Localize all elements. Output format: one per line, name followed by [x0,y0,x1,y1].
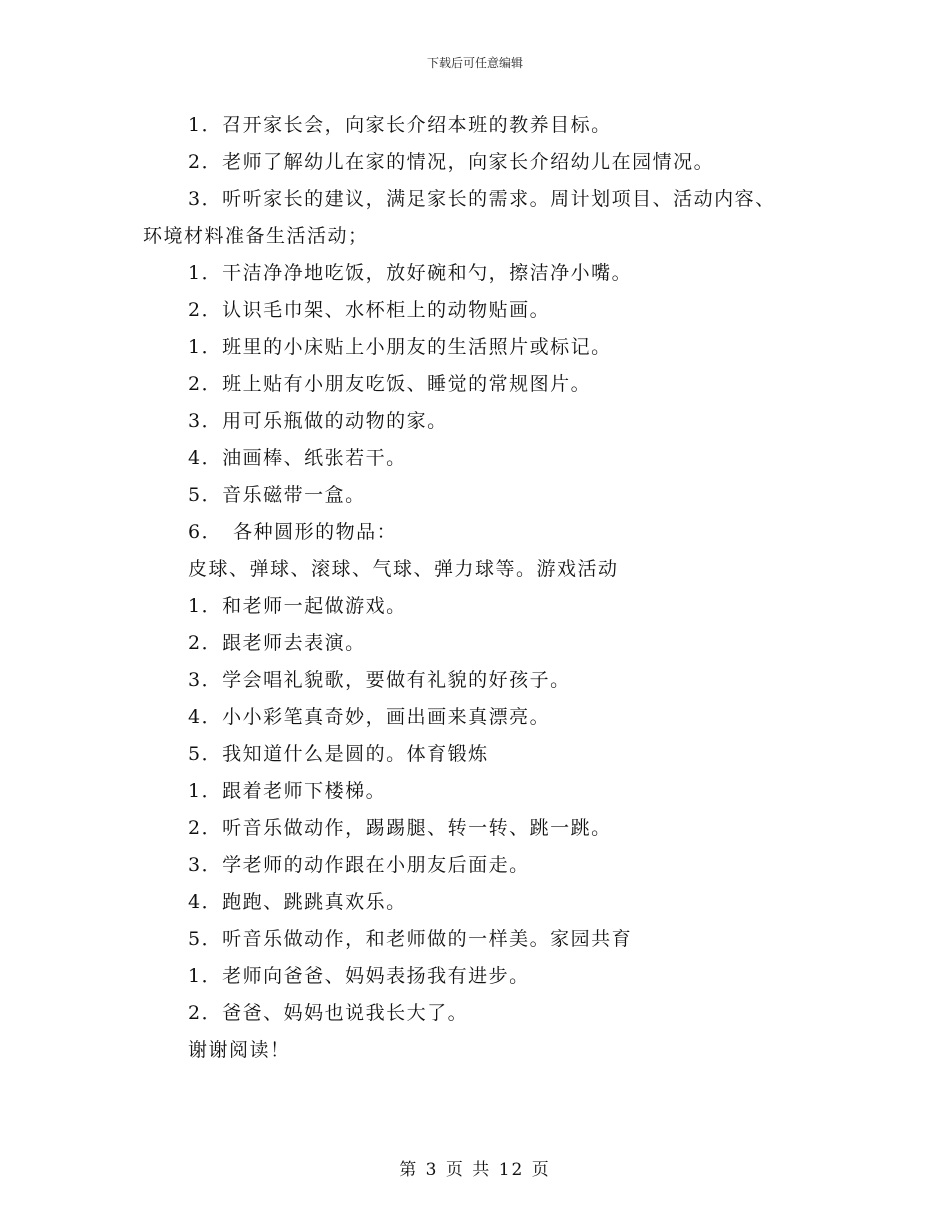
page-header: 下载后可任意编辑 [426,56,523,70]
page-number-footer: 第 3 页 共 12 页 [399,1160,551,1180]
text-line: 2．班上贴有小朋友吃饭、睡觉的常规图片。 [188,373,592,395]
text-line: 1．跟着老师下楼梯。 [188,780,387,802]
text-line: 1．干洁净净地吃饭，放好碗和勺，擦洁净小嘴。 [188,262,633,284]
text-line: 2．认识毛巾架、水杯柜上的动物贴画。 [188,299,551,321]
text-line: 2．听音乐做动作，踢踢腿、转一转、跳一跳。 [188,817,612,839]
text-line: 3．学老师的动作跟在小朋友后面走。 [188,854,530,876]
text-line: 5．音乐磁带一盒。 [188,484,366,506]
closing-text: 谢谢阅读！ [188,1039,291,1061]
text-line: 3．用可乐瓶做的动物的家。 [188,410,448,432]
text-line: 环境材料准备生活活动； [143,225,369,247]
text-line: 2．跟老师去表演。 [188,632,366,654]
text-line: 1．和老师一起做游戏。 [188,595,407,617]
document-body [143,107,813,1069]
text-line: 3．听听家长的建议，满足家长的需求。周计划项目、活动内容、 [188,188,776,210]
text-line: 1．班里的小床贴上小朋友的生活照片或标记。 [188,336,612,358]
text-line: 皮球、弹球、滚球、气球、弹力球等。游戏活动 [188,558,619,580]
text-line: 4．跑跑、跳跳真欢乐。 [188,891,407,913]
text-line: 2．爸爸、妈妈也说我长大了。 [188,1002,469,1024]
text-line: 4．小小彩笔真奇妙，画出画来真漂亮。 [188,706,551,728]
text-line: 1．召开家长会，向家长介绍本班的教养目标。 [188,114,612,136]
text-line: 6． 各种圆形的物品： [188,521,398,543]
text-line: 5．听音乐做动作，和老师做的一样美。家园共育 [188,928,633,950]
text-line: 3．学会唱礼貌歌，要做有礼貌的好孩子。 [188,669,571,691]
text-line: 5．我知道什么是圆的。体育锻炼 [188,743,489,765]
text-line: 2．老师了解幼儿在家的情况，向家长介绍幼儿在园情况。 [188,151,715,173]
text-line: 1．老师向爸爸、妈妈表扬我有进步。 [188,965,530,987]
text-line: 4．油画棒、纸张若干。 [188,447,407,469]
